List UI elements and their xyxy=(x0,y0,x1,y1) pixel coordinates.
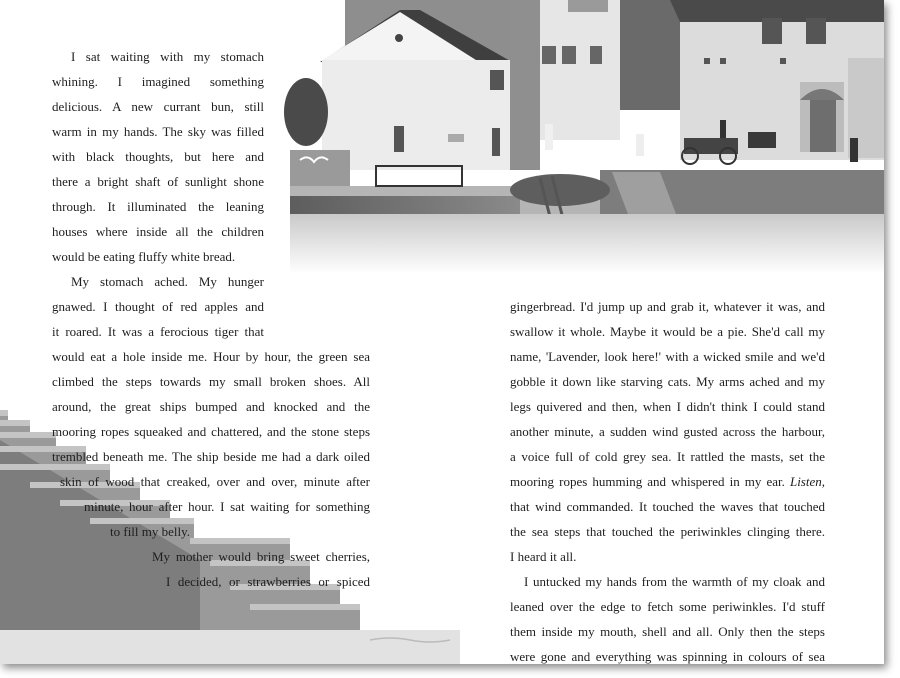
text-line: My stomach ached. My hunger xyxy=(71,274,264,289)
text-line: the sea steps that touched the periwinkles clinging there. xyxy=(510,524,825,539)
text-line: I decided, or strawberries or spiced xyxy=(166,574,370,589)
text-line: leaned over the edge to fetch some periwinkles. I'd stuff xyxy=(510,599,825,614)
text-line: another minute, a sudden wind gusted across the harbour, xyxy=(510,424,825,439)
text-line: them inside my mouth, shell and all. Only then the steps xyxy=(510,624,825,639)
text-line: trembled beneath me. The ship beside me had a dark oiled xyxy=(52,449,370,464)
text-line: gingerbread. I'd jump up and grab it, whatever it was, and xyxy=(510,299,825,314)
text-line: to fill my belly. xyxy=(110,524,191,539)
text-line: delicious. A new currant bun, still xyxy=(52,99,264,114)
text-line: I heard it all. xyxy=(510,549,577,564)
text-line: legs quivered and then, when I didn't think I could stand xyxy=(510,399,825,414)
text-line: houses where inside all the children xyxy=(52,224,264,239)
text-line: My mother would bring sweet cherries, xyxy=(152,549,370,564)
text-line: that wind commanded. It touched the waves that touched xyxy=(510,499,825,514)
text-line: name, 'Lavender, look here!' with a wicked smile and we'd xyxy=(510,349,825,364)
text-line: it roared. It was a ferocious tiger that xyxy=(52,324,264,339)
text-line: were gone and everything was spinning in colours of sea xyxy=(510,649,825,664)
text-line: there a bright shaft of sunlight shone xyxy=(52,174,264,189)
text-line: gnawed. I thought of red apples and xyxy=(52,299,264,314)
text-line: would eat a hole inside me. Hour by hour, the green sea xyxy=(52,349,370,364)
text-line: I untucked my hands from the warmth of my cloak and xyxy=(524,574,825,589)
text-line: whining. I imagined something xyxy=(52,74,264,89)
text-line: would be eating fluffy white bread. xyxy=(52,249,236,264)
text-line: through. It illuminated the leaning xyxy=(52,199,264,214)
tree xyxy=(284,78,328,146)
text-line: I sat waiting with my stomach xyxy=(71,49,264,64)
text-line: climbed the steps towards my small broken shoes. All xyxy=(52,374,370,389)
text-span: mooring ropes humming and whispered in my ear. xyxy=(510,474,785,489)
text-line: swallow it whole. Maybe it would be a pie. She'd call my xyxy=(510,324,825,339)
text-line: skin of wood that creaked, over and over, minute after xyxy=(60,474,370,489)
text-line: around, the great ships bumped and knocked and the xyxy=(52,399,370,414)
sea xyxy=(290,214,884,274)
text-line: minute, hour after hour. I sat waiting for something xyxy=(84,499,370,514)
text-line: mooring ropes squeaked and chattered, and the stone steps xyxy=(52,424,370,439)
text-line: gobble it down like starving cats. My arms ached and my xyxy=(510,374,825,389)
text-line: with black thoughts, but here and xyxy=(52,149,264,164)
italic-word: Listen, xyxy=(789,474,826,489)
text-line: warm in my hands. The sky was filled xyxy=(52,124,264,139)
text-line-with-italic xyxy=(510,472,825,492)
text-line: a voice full of cold grey sea. It rattled the masts, set the xyxy=(510,449,825,464)
